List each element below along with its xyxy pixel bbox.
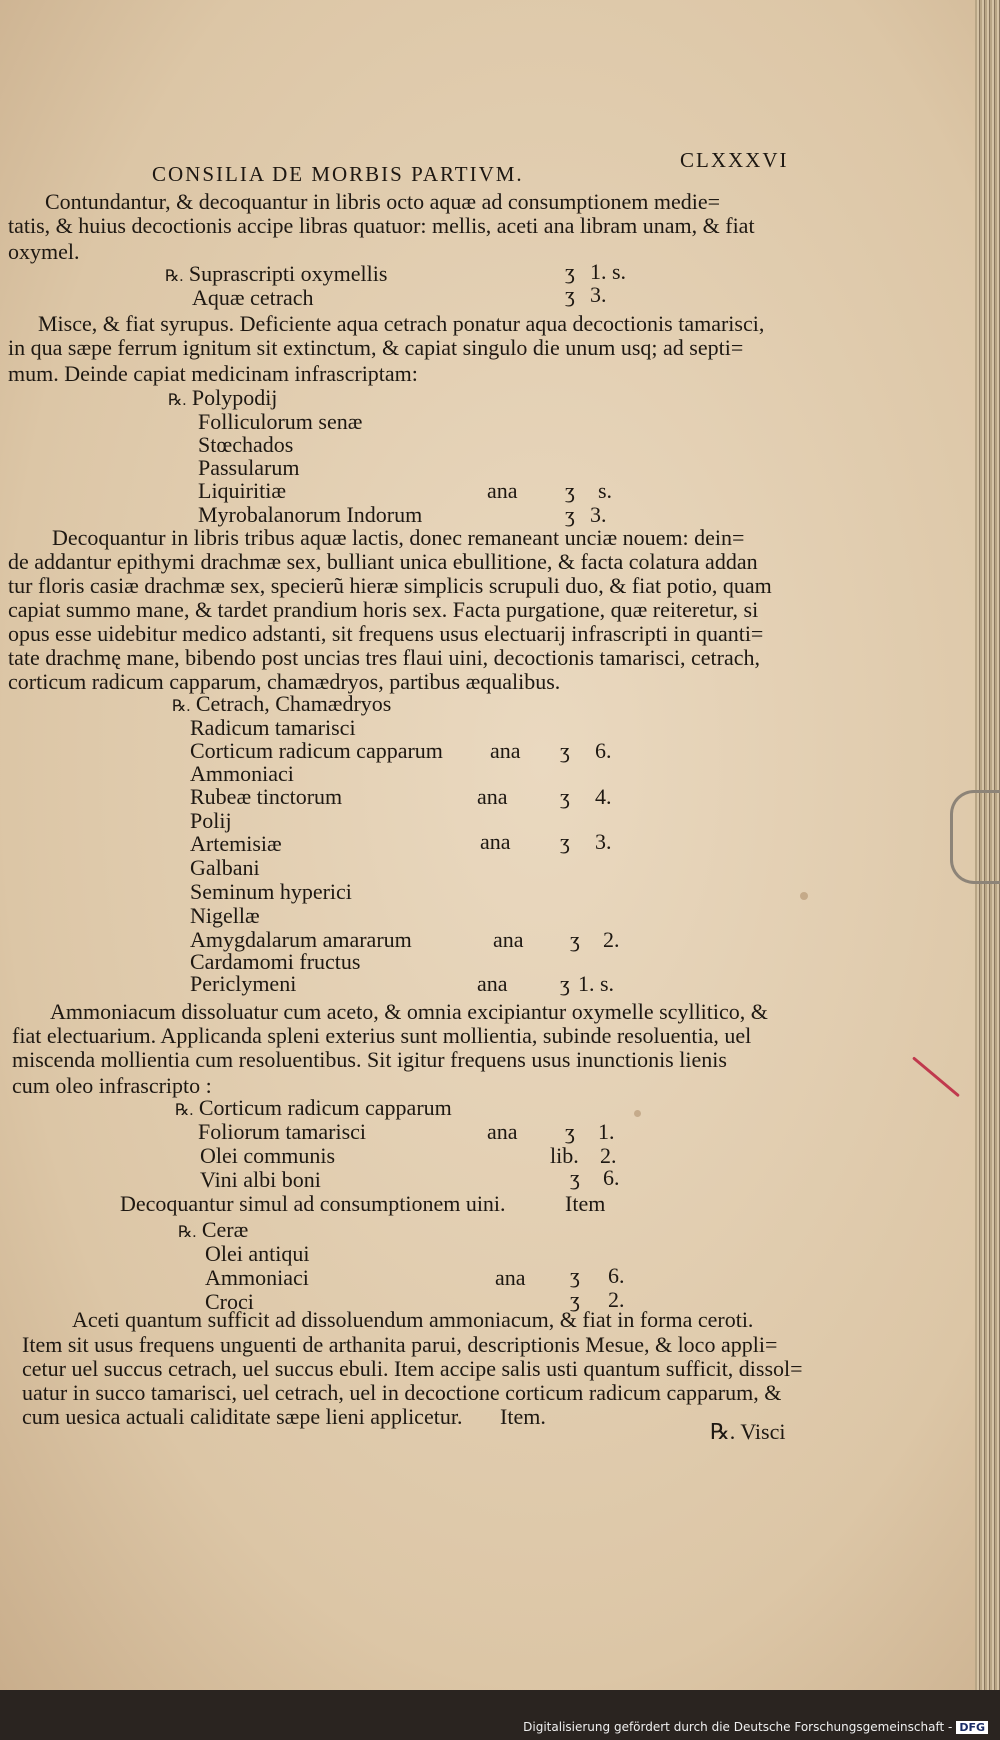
text-line: fiat electuarium. Applicanda spleni exterius sunt mollientia, subinde resoluentia, uel xyxy=(12,1023,752,1048)
text-line: tatis, & huius decoctionis accipe libras quatuor: mellis, aceti ana libram unam, & fiat xyxy=(8,213,755,238)
text-line: in qua sæpe ferrum ignitum sit extinctum, & capiat singulo die unum usq; ad septi= xyxy=(8,335,744,360)
text-line: Ammoniacum dissoluatur cum aceto, & omnia excipiantur oxymelle scyllitico, & xyxy=(50,999,768,1024)
dfg-logo: DFG xyxy=(956,1721,988,1734)
ingredient-name: Vini albi boni xyxy=(200,1167,321,1192)
text-line: Item sit usus frequens unguenti de arthanita parui, descriptionis Mesue, & loco appli= xyxy=(22,1332,778,1357)
dose-unit: ʒ xyxy=(570,1287,580,1312)
dose-quantity: 3. xyxy=(590,282,607,307)
text-line: Item xyxy=(565,1191,606,1216)
text-line: miscenda mollientia cum resoluentibus. Sit igitur frequens usus inunctionis lienis xyxy=(12,1047,727,1072)
ingredient-name: Stœchados xyxy=(198,432,294,457)
recipe-symbol: ℞. xyxy=(165,268,184,285)
ingredient-name: Cardamomi fructus xyxy=(190,949,361,974)
dose-quantity: 1. s. xyxy=(578,971,615,996)
dose-unit: ʒ xyxy=(570,927,580,952)
ingredient-name: Olei communis xyxy=(200,1143,336,1168)
ingredient-name: Artemisiæ xyxy=(190,831,282,856)
text-line: oxymel. xyxy=(8,239,80,264)
dose-unit: ʒ xyxy=(560,738,570,763)
dose-quantity: 3. xyxy=(595,829,612,854)
ana-label: ana xyxy=(495,1265,526,1290)
text-line: mum. Deinde capiat medicinam infrascriptam: xyxy=(8,361,418,386)
text-line: Aceti quantum sufficit ad dissoluendum ammoniacum, & fiat in forma ceroti. xyxy=(72,1307,754,1332)
text-line: uatur in succo tamarisci, uel cetrach, uel in decoctione corticum radicum capparum, & xyxy=(22,1380,782,1405)
ingredient-name: Ammoniaci xyxy=(190,761,294,786)
text-line: corticum radicum capparum, chamædryos, partibus æqualibus. xyxy=(8,669,561,694)
dose-unit: ʒ xyxy=(570,1165,580,1190)
dose-unit: ʒ xyxy=(565,478,575,503)
dose-quantity: 4. xyxy=(595,784,612,809)
ingredient-name: Polij xyxy=(190,808,232,833)
text-line: Decoquantur in libris tribus aquæ lactis, donec remaneant unciæ nouem: dein= xyxy=(52,525,745,550)
ingredient-name: Foliorum tamarisci xyxy=(198,1119,367,1144)
folio-number: CLXXXVI xyxy=(680,148,789,172)
dose-quantity: 2. xyxy=(603,927,620,952)
ana-label: ana xyxy=(477,971,508,996)
dose-unit: ʒ xyxy=(560,971,570,996)
ingredient-name: Croci xyxy=(205,1289,254,1314)
ingredient-name: Amygdalarum amararum xyxy=(190,927,412,952)
ingredient-name: Corticum radicum capparum xyxy=(198,1095,452,1120)
ingredient-name: Corticum radicum capparum xyxy=(190,738,443,763)
text-line: opus esse uidebitur medico adstanti, sit frequens usus electuarij infrascripti in quanti= xyxy=(8,621,764,646)
ingredient-name: Olei antiqui xyxy=(205,1241,310,1266)
ingredient-name: Polypodij xyxy=(191,385,278,410)
ingredient-name: Myrobalanorum Indorum xyxy=(198,502,423,527)
ingredient-name: Liquiritiæ xyxy=(198,478,286,503)
recipe-symbol: ℞. xyxy=(172,698,191,715)
text-line: capiat summo mane, & tardet prandium horis sex. Facta purgatione, quæ reiteretur, si xyxy=(8,597,759,622)
dose-unit: ʒ xyxy=(565,1119,575,1144)
dose-quantity: s. xyxy=(598,478,613,503)
dose-unit: ʒ xyxy=(565,502,575,527)
ink-stain xyxy=(634,1110,641,1117)
ana-label: ana xyxy=(487,478,518,503)
dose-quantity: 2. xyxy=(608,1287,625,1312)
running-title: CONSILIA DE MORBIS PARTIVM. xyxy=(152,162,524,186)
text-line: Contundantur, & decoquantur in libris octo aquæ ad consumptionem medie= xyxy=(45,189,721,214)
ingredient-name: Seminum hyperici xyxy=(190,879,352,904)
dose-unit: ʒ xyxy=(565,282,575,307)
text-line: Decoquantur simul ad consumptionem uini. xyxy=(120,1191,506,1216)
dose-unit: ʒ xyxy=(570,1263,580,1288)
ink-stain xyxy=(800,892,808,900)
recipe-symbol: ℞. xyxy=(175,1102,194,1119)
dose-quantity: 3. xyxy=(590,502,607,527)
ingredient-name: Ceræ xyxy=(201,1217,249,1242)
ingredient-name: Rubeæ tinctorum xyxy=(190,784,343,809)
text-line: cum oleo infrascripto : xyxy=(12,1073,212,1098)
text-line: cum uesica actuali caliditate sæpe lieni applicetur. xyxy=(22,1404,463,1429)
ana-label: ana xyxy=(490,738,521,763)
dose-quantity: 6. xyxy=(608,1263,625,1288)
ingredient-name: Aquæ cetrach xyxy=(192,285,314,310)
ingredient-name: Passularum xyxy=(198,455,300,480)
recipe-symbol: ℞. xyxy=(168,392,187,409)
ingredient-name: Periclymeni xyxy=(190,971,297,996)
text-line: Misce, & fiat syrupus. Deficiente aqua cetrach ponatur aqua decoctionis tamarisci, xyxy=(38,311,765,336)
ana-label: ana xyxy=(487,1119,518,1144)
ingredient-name: Cetrach, Chamædryos xyxy=(195,691,392,716)
ingredient-name: Ammoniaci xyxy=(205,1265,309,1290)
credit-text: Digitalisierung gefördert durch die Deutsche Forschungsgemeinschaft - xyxy=(523,1720,953,1734)
ingredient-name: Folliculorum senæ xyxy=(198,409,363,434)
ingredient-name: Nigellæ xyxy=(190,903,260,928)
ingredient-name: Galbani xyxy=(190,855,260,880)
text-line: de addantur epithymi drachmæ sex, bulliant unica ebullitione, & facta colatura addan xyxy=(8,549,758,574)
dose-quantity: 6. xyxy=(595,738,612,763)
ana-label: ana xyxy=(493,927,524,952)
text-line: tur floris casiæ drachmæ sex, specierũ hieræ simplicis scrupuli duo, & fiat potio, quam xyxy=(8,573,772,598)
recipe-symbol: ℞. xyxy=(178,1224,197,1241)
dose-unit: ʒ xyxy=(565,259,575,284)
dose-unit: lib. xyxy=(550,1143,579,1168)
text-line: cetur uel succus cetrach, uel succus ebuli. Item accipe salis usti quantum sufficit, dissol= xyxy=(22,1356,803,1381)
text-line: tate drachmę mane, bibendo post uncias tres flaui uini, decoctionis tamarisci, cetrach, xyxy=(8,645,761,670)
ana-label: ana xyxy=(480,829,511,854)
dose-quantity: 6. xyxy=(603,1165,620,1190)
ingredient-name: Radicum tamarisci xyxy=(190,715,356,740)
ana-label: ana xyxy=(477,784,508,809)
ingredient-name: Suprascripti oxymellis xyxy=(188,261,388,286)
text-line: Item. xyxy=(500,1404,546,1429)
digitization-credit xyxy=(523,1720,988,1734)
page-clip xyxy=(950,790,1000,884)
dose-quantity: 1. s. xyxy=(590,259,627,284)
dose-quantity: 2. xyxy=(600,1143,617,1168)
dose-unit: ʒ xyxy=(560,784,570,809)
dose-unit: ʒ xyxy=(560,829,570,854)
dose-quantity: 1. xyxy=(598,1119,615,1144)
catchword: ℞. Visci xyxy=(710,1419,786,1444)
